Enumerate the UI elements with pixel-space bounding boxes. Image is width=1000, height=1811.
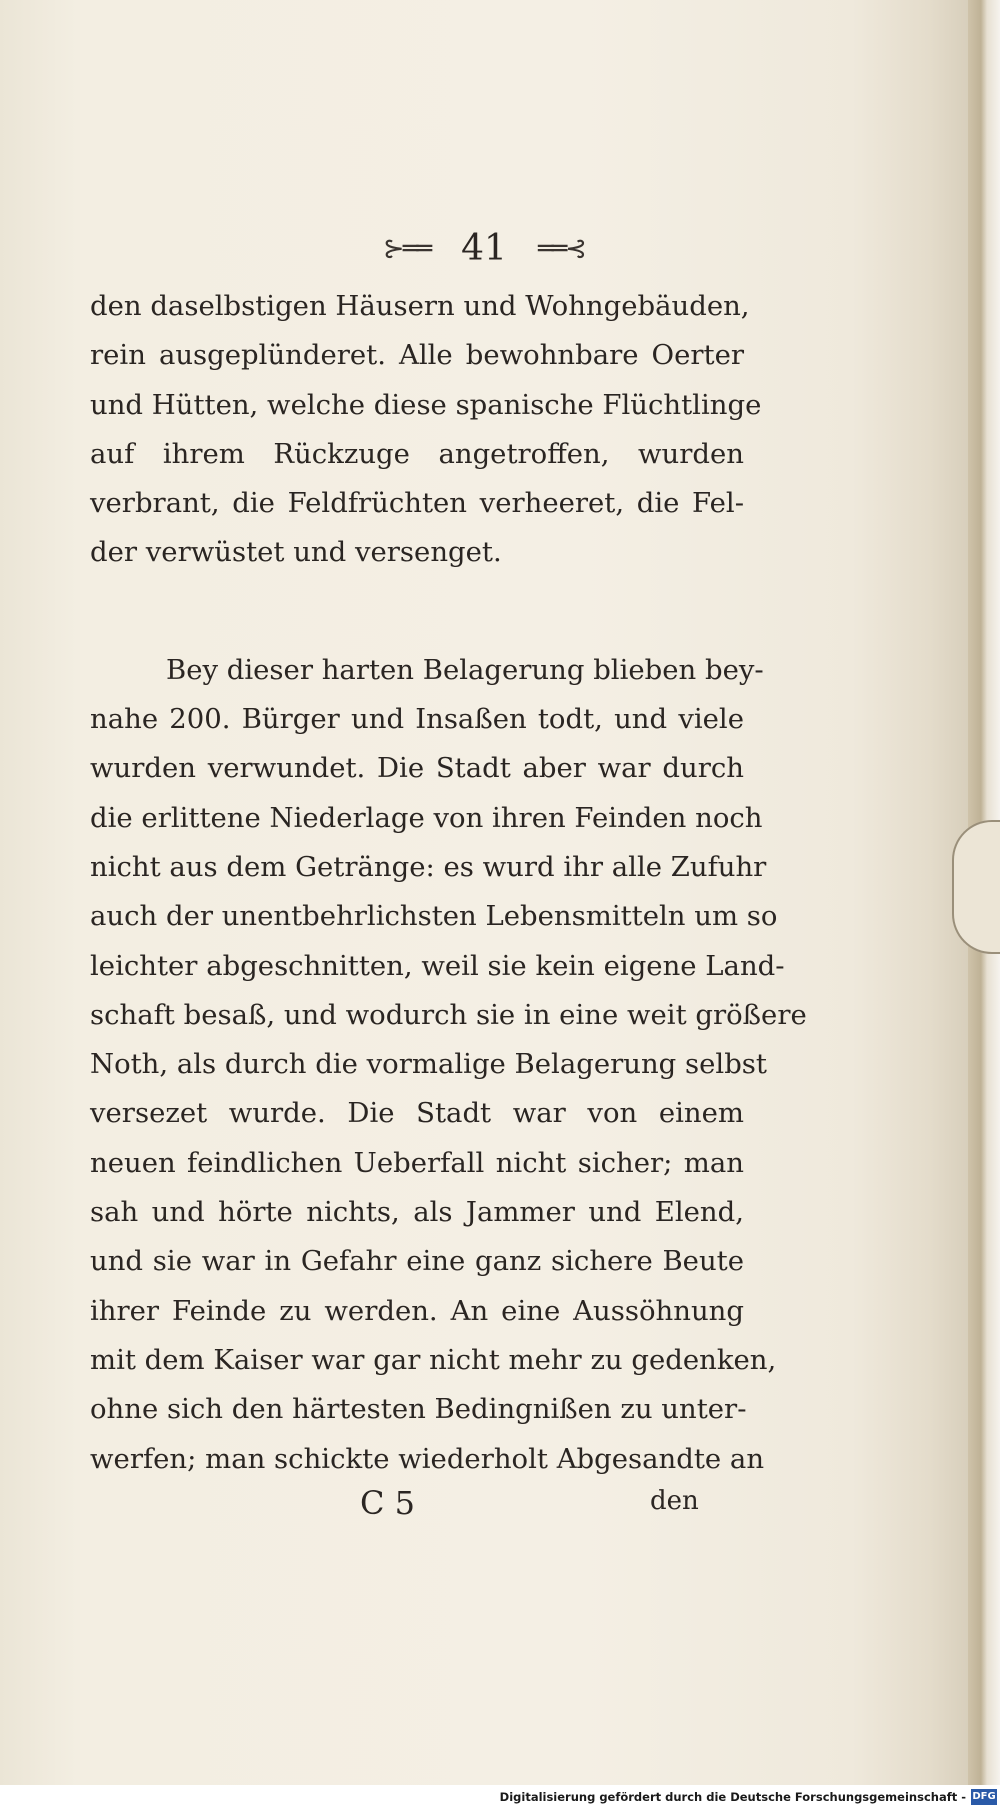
text-line: nahe 200. Bürger und Insaßen todt, und viele [90,703,744,736]
text-line: der verwüstet und versenget. [90,536,502,569]
text-line: schaft besaß, und wodurch sie in eine weit größere [90,998,807,1031]
page-header [0,228,968,278]
text-line: ihrer Feinde zu werden. An eine Aussöhnung [90,1294,744,1327]
text-line: rein ausgeplünderet. Alle bewohnbare Oerter [90,339,744,372]
text-line: werfen; man schickte wiederholt Abgesandte an [90,1442,765,1475]
text-line: auf ihrem Rückzuge angetroffen, wurden [90,437,744,470]
footer-bar [0,1785,1000,1811]
ornament-left-icon: ⊱══ [382,233,430,264]
text-line: und Hütten, welche diese spanische Flüchtlinge [90,388,762,421]
text-line: die erlittene Niederlage von ihren Feinden noch [90,801,763,834]
text-line: auch der unentbehrlichsten Lebensmitteln um so [90,900,778,933]
text-line: Bey dieser harten Belagerung blieben bey- [166,653,764,686]
text-line: ohne sich den härtesten Bedingnißen zu unter- [90,1393,747,1426]
text-line: verbrant, die Feldfrüchten verheeret, die Fel- [90,487,744,520]
ornament-right-icon: ══⊰ [538,233,586,264]
page-number: 41 [461,228,507,269]
text-line: leichter abgeschnitten, weil sie kein eigene Land- [90,949,785,982]
text-line: sah und hörte nichts, als Jammer und Elend, [90,1196,744,1229]
text-line: wurden verwundet. Die Stadt aber war durch [90,752,744,785]
text-line: versezet wurde. Die Stadt war von einem [90,1097,744,1130]
signature-mark: C 5 [360,1484,416,1522]
body-text [90,282,807,1484]
page-tab [952,820,1000,954]
dfg-logo-icon: DFG [971,1789,997,1805]
text-line: den daselbstigen Häusern und Wohngebäuden, [90,290,750,322]
catchword: den [650,1486,699,1516]
funding-credit: Digitalisierung gefördert durch die Deutsche Forschungsgemeinschaft - [499,1790,966,1804]
text-line: neuen feindlichen Ueberfall nicht sicher; man [90,1146,744,1179]
text-line: und sie war in Gefahr eine ganz sichere Beute [90,1245,744,1278]
text-line: mit dem Kaiser war gar nicht mehr zu gedenken, [90,1343,777,1376]
text-line: Noth, als durch die vormalige Belagerung selbst [90,1048,767,1081]
text-line: nicht aus dem Geträngе: es wurd ihr alle Zufuhr [90,850,767,883]
